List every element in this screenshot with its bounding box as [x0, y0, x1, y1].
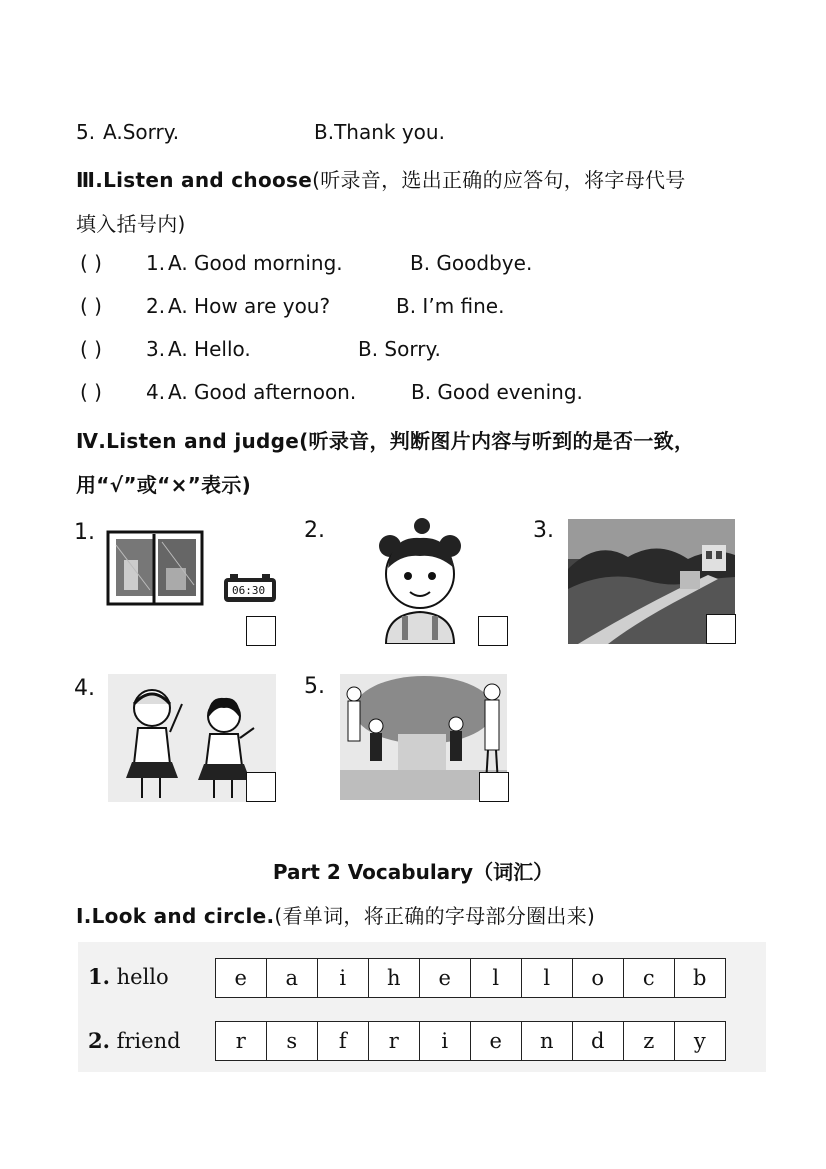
word-label-1 [88, 964, 169, 989]
answer-box-4[interactable] [246, 772, 276, 802]
word-number: 2. [88, 1028, 110, 1053]
section-3-instruction-cont: 填入括号内) [76, 212, 186, 236]
letter-cell[interactable]: s [266, 1021, 319, 1061]
option-b: B. I’m fine. [396, 294, 505, 318]
vocab-section-1-title: Ⅰ.Look and circle. [76, 904, 275, 928]
girl-image [372, 516, 468, 644]
letter-cell[interactable]: i [419, 1021, 472, 1061]
letter-cell[interactable]: l [470, 958, 523, 998]
picture-3-number: 3. [533, 518, 554, 543]
answer-parentheses[interactable]: ( ) [80, 294, 102, 318]
letter-grid-row-2 [216, 1021, 726, 1061]
letter-cell[interactable]: i [317, 958, 370, 998]
answer-box-2[interactable] [478, 616, 508, 646]
word-label-2 [88, 1028, 181, 1053]
answer-box-5[interactable] [479, 772, 509, 802]
option-b: B.Thank you. [314, 120, 445, 144]
item-number: 4. [146, 380, 166, 404]
section-3-heading [76, 164, 686, 193]
letter-cell[interactable]: b [674, 958, 727, 998]
picture-1-number: 1. [74, 520, 95, 545]
letter-cell[interactable]: e [419, 958, 472, 998]
letter-cell[interactable]: a [266, 958, 319, 998]
option-b: B. Goodbye. [410, 251, 533, 275]
item-number: 5. [76, 120, 96, 144]
word-number: 1. [88, 964, 110, 989]
option-a: A. How are you? [168, 294, 331, 318]
picture-4-number: 4. [74, 676, 95, 701]
letter-cell[interactable]: z [623, 1021, 676, 1061]
section-4-title: Ⅳ.Listen and judge [76, 429, 300, 453]
letter-cell[interactable]: h [368, 958, 421, 998]
option-a: A.Sorry. [103, 120, 180, 144]
letter-cell[interactable]: l [521, 958, 574, 998]
item-number: 1. [146, 251, 166, 275]
item-number: 3. [146, 337, 166, 361]
option-a: A. Good afternoon. [168, 380, 357, 404]
letter-cell[interactable]: n [521, 1021, 574, 1061]
section-3-title: Ⅲ.Listen and choose [76, 168, 313, 192]
picture-2-number: 2. [304, 518, 325, 543]
answer-parentheses[interactable]: ( ) [80, 380, 102, 404]
target-word: friend [116, 1029, 181, 1053]
target-word: hello [116, 965, 169, 989]
option-a: A. Hello. [168, 337, 251, 361]
letter-cell[interactable]: r [215, 1021, 268, 1061]
answer-box-3[interactable] [706, 614, 736, 644]
answer-box-1[interactable] [246, 616, 276, 646]
vocab-section-1-heading [76, 900, 595, 929]
letter-cell[interactable]: e [470, 1021, 523, 1061]
answer-parentheses[interactable]: ( ) [80, 251, 102, 275]
option-a: A. Good morning. [168, 251, 343, 275]
item-number: 2. [146, 294, 166, 318]
section-4-instruction: (听录音，判断图片内容与听到的是否一致， [299, 429, 695, 453]
option-b: B. Good evening. [411, 380, 583, 404]
letter-cell[interactable]: y [674, 1021, 727, 1061]
section-4-instruction-cont: 用“√”或“×”表示) [76, 473, 252, 497]
section-4-heading [76, 425, 694, 454]
letter-grid-row-1 [216, 958, 726, 998]
part-2-title: Part 2 Vocabulary（词汇） [272, 860, 554, 884]
letter-cell[interactable]: o [572, 958, 625, 998]
letter-cell[interactable]: f [317, 1021, 370, 1061]
section-3-instruction: (听录音，选出正确的应答句，将字母代号 [312, 168, 686, 192]
letter-cell[interactable]: e [215, 958, 268, 998]
letter-cell[interactable]: c [623, 958, 676, 998]
answer-parentheses[interactable]: ( ) [80, 337, 102, 361]
window-clock-image [106, 530, 282, 610]
picture-5-number: 5. [304, 674, 325, 699]
letter-cell[interactable]: d [572, 1021, 625, 1061]
letter-cell[interactable]: r [368, 1021, 421, 1061]
clock-display: 06:30 [232, 584, 266, 597]
vocab-section-1-instruction: (看单词，将正确的字母部分圈出来) [274, 904, 596, 928]
option-b: B. Sorry. [358, 337, 441, 361]
